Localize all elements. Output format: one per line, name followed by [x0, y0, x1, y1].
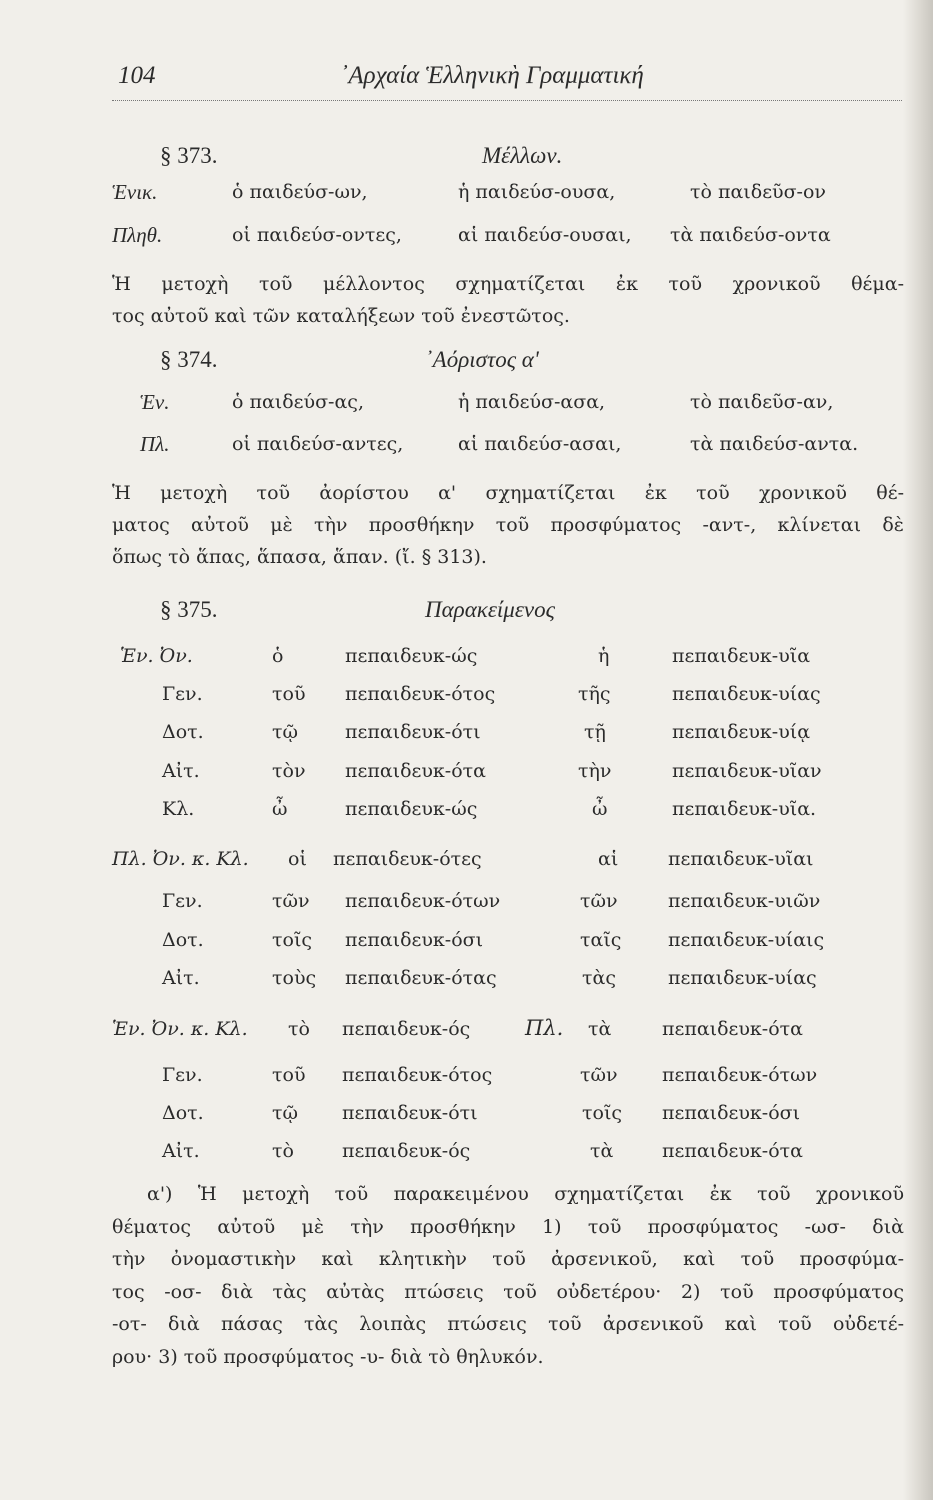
- s374-row1-masc: ὁ παιδεύσ-ας,: [232, 391, 364, 413]
- paragraph-line: Ἡ μετοχὴ τοῦ ἀορίστου α' σχηματίζεται ἐκ τοῦ χρονικοῦ θέ-: [112, 482, 904, 504]
- header-rule: [112, 100, 902, 101]
- s375-plur-form-f: πεπαιδευκ-υίαις: [668, 929, 825, 951]
- s375-neut-label: Αἰτ.: [162, 1140, 200, 1162]
- s375-neut-label: Ἑν. Ὀν. κ. Κλ.: [112, 1018, 248, 1040]
- section-374-title: ᾿Αόριστος α': [425, 347, 539, 372]
- running-title: ᾿Αρχαία Ἑλληνικὴ Γραμματική: [340, 62, 644, 89]
- s375-plur-label: Γεν.: [162, 890, 203, 912]
- paragraph-line: τὴν ὀνομαστικὴν καὶ κλητικὴν τοῦ ἀρσενικοῦ, καὶ τοῦ προσφύμα-: [112, 1248, 904, 1270]
- s375-neut-form-sg: πεπαιδευκ-ός: [342, 1018, 471, 1040]
- s375-plur-form-f: πεπαιδευκ-υιῶν: [668, 890, 821, 912]
- s375-plur-art-f: τὰς: [582, 967, 616, 989]
- s373-row1-label: Ἑνικ.: [112, 180, 158, 204]
- s375-neut-form-sg: πεπαιδευκ-ός: [342, 1140, 471, 1162]
- s375-plur-art-f: τῶν: [580, 890, 618, 912]
- page-number: 104: [118, 62, 156, 89]
- paragraph-line: Ἡ μετοχὴ τοῦ μέλλοντος σχηματίζεται ἐκ τοῦ χρονικοῦ θέμα-: [112, 273, 904, 295]
- paragraph-line: ὅπως τὸ ἅπας, ἅπασα, ἅπαν. (ἴ. § 313).: [112, 546, 487, 568]
- s375-neut-label: Γεν.: [162, 1064, 203, 1086]
- s373-row2-neut: τὰ παιδεύσ-οντα: [670, 224, 831, 246]
- s375-neut-plural-label: Πλ.: [525, 1016, 564, 1040]
- s374-paragraph: [112, 477, 904, 573]
- s375-sing-label: Γεν.: [162, 683, 203, 705]
- s375-sing-label: Ἑν. Ὀν.: [120, 645, 193, 667]
- s375-plur-art-f: αἱ: [598, 848, 619, 870]
- s375-plur-form-m: πεπαιδευκ-όσι: [345, 929, 484, 951]
- s374-row2-masc: οἱ παιδεύσ-αντες,: [232, 433, 404, 455]
- s373-row2-label: Πληθ.: [112, 223, 163, 247]
- s375-sing-form-m: πεπαιδευκ-ώς: [345, 645, 478, 667]
- s375-plur-art-m: τοῖς: [272, 929, 313, 951]
- s375-sing-form-f: πεπαιδευκ-υῖα.: [672, 798, 817, 820]
- s375-sing-form-m: πεπαιδευκ-ότα: [345, 760, 487, 782]
- s375-neut-art-pl: τὰ: [588, 1018, 612, 1040]
- s375-sing-art-f: τῇ: [584, 721, 606, 743]
- s375-neut-art-pl: τὰ: [590, 1140, 614, 1162]
- s375-sing-form-m: πεπαιδευκ-ότι: [345, 721, 481, 743]
- paragraph-line: α') Ἡ μετοχὴ τοῦ παρακειμένου σχηματίζεται ἐκ τοῦ χρονικοῦ: [147, 1183, 904, 1205]
- s375-sing-art-m: τοῦ: [272, 683, 306, 705]
- s375-paragraph: [112, 1178, 904, 1373]
- s375-neut-art-pl: τοῖς: [582, 1102, 623, 1124]
- s375-sing-art-f: ἡ: [598, 645, 610, 667]
- s375-sing-art-f: τῆς: [578, 683, 611, 705]
- paragraph-line: θέματος αὐτοῦ μὲ τὴν προσθήκην 1) τοῦ προσφύματος -ωσ- διὰ: [112, 1215, 904, 1238]
- s375-sing-label: Κλ.: [162, 798, 195, 820]
- s375-sing-art-m: τὸν: [272, 760, 306, 782]
- s375-sing-art-m: ὁ: [272, 645, 284, 667]
- s375-plur-form-m: πεπαιδευκ-ότες: [333, 848, 482, 870]
- s375-neut-form-pl: πεπαιδευκ-ότων: [662, 1064, 818, 1086]
- s373-row1-fem: ἡ παιδεύσ-ουσα,: [458, 181, 616, 203]
- book-spine-shadow: [903, 0, 933, 1500]
- s374-row2-fem: αἱ παιδεύσ-ασαι,: [458, 433, 622, 455]
- s375-sing-form-f: πεπαιδευκ-υῖα: [672, 645, 811, 667]
- s373-row2-fem: αἱ παιδεύσ-ουσαι,: [458, 224, 632, 246]
- paragraph-line: τος -οσ- διὰ τὰς αὐτὰς πτώσεις τοῦ οὐδετέρου· 2) τοῦ προσφύματος: [112, 1280, 904, 1303]
- s375-plur-art-m: τῶν: [272, 890, 310, 912]
- s375-neut-form-pl: πεπαιδευκ-ότα: [662, 1140, 804, 1162]
- section-375-number: § 375.: [160, 597, 218, 622]
- s375-neut-art-sg: τὸ: [272, 1140, 294, 1162]
- paragraph-line: -οτ- διὰ πάσας τὰς λοιπὰς πτώσεις τοῦ ἀρσενικοῦ καὶ τοῦ οὐδετέ-: [112, 1313, 904, 1335]
- s373-row1-masc: ὁ παιδεύσ-ων,: [232, 181, 368, 203]
- s375-neut-form-sg: πεπαιδευκ-ότος: [342, 1064, 493, 1086]
- s375-neut-form-pl: πεπαιδευκ-όσι: [662, 1102, 801, 1124]
- s375-sing-form-f: πεπαιδευκ-υίας: [672, 683, 821, 705]
- s375-plur-label: Αἰτ.: [162, 967, 200, 989]
- s375-plur-art-m: τοὺς: [272, 967, 317, 989]
- s374-row1-label: Ἑν.: [140, 390, 170, 414]
- s375-sing-art-f: τὴν: [578, 760, 612, 782]
- section-373-title: Μέλλων.: [482, 143, 563, 168]
- section-374-number: § 374.: [160, 347, 218, 372]
- s373-row1-neut: τὸ παιδεῦσ-ον: [690, 181, 826, 203]
- s375-neut-art-sg: τοῦ: [272, 1064, 306, 1086]
- s375-sing-art-f: ὦ: [592, 798, 608, 820]
- s374-row1-fem: ἡ παιδεύσ-ασα,: [458, 391, 606, 413]
- s375-plur-art-m: οἱ: [288, 848, 307, 870]
- s375-neut-art-sg: τῷ: [272, 1102, 299, 1124]
- s375-sing-form-f: πεπαιδευκ-υίᾳ: [672, 721, 811, 743]
- s375-plur-label: Πλ. Ὀν. κ. Κλ.: [112, 848, 249, 870]
- section-375-title: Παρακείμενος: [425, 597, 555, 622]
- s375-plur-art-f: ταῖς: [580, 929, 622, 951]
- s375-neut-form-pl: πεπαιδευκ-ότα: [662, 1018, 804, 1040]
- s375-sing-art-m: ὦ: [272, 798, 288, 820]
- s375-sing-form-m: πεπαιδευκ-ότος: [345, 683, 496, 705]
- s375-neut-art-sg: τὸ: [288, 1018, 310, 1040]
- s374-row1-neut: τὸ παιδεῦσ-αν,: [690, 391, 834, 413]
- s375-plur-label: Δοτ.: [162, 929, 204, 951]
- s374-row2-neut: τὰ παιδεύσ-αντα.: [690, 433, 859, 455]
- s375-sing-form-m: πεπαιδευκ-ώς: [345, 798, 478, 820]
- s375-neut-art-pl: τῶν: [580, 1064, 618, 1086]
- s373-paragraph: [112, 268, 904, 332]
- paragraph-line: τος αὐτοῦ καὶ τῶν καταλήξεων τοῦ ἐνεστῶτος.: [112, 305, 570, 327]
- s375-neut-form-sg: πεπαιδευκ-ότι: [342, 1102, 478, 1124]
- s375-sing-art-m: τῷ: [272, 721, 299, 743]
- s375-plur-form-m: πεπαιδευκ-ότων: [345, 890, 501, 912]
- section-373-number: § 373.: [160, 143, 218, 168]
- paragraph-line: ρου· 3) τοῦ προσφύματος -υ- διὰ τὸ θηλυκόν.: [112, 1345, 544, 1368]
- s375-neut-label: Δοτ.: [162, 1102, 204, 1124]
- s374-row2-label: Πλ.: [140, 432, 170, 456]
- s375-sing-form-f: πεπαιδευκ-υῖαν: [672, 760, 822, 782]
- s375-sing-label: Αἰτ.: [162, 760, 200, 782]
- paragraph-line: ματος αὐτοῦ μὲ τὴν προσθήκην τοῦ προσφύματος -αντ-, κλίνεται δὲ: [112, 514, 904, 536]
- s375-plur-form-f: πεπαιδευκ-υίας: [668, 967, 817, 989]
- s375-plur-form-f: πεπαιδευκ-υῖαι: [668, 848, 814, 870]
- s375-sing-label: Δοτ.: [162, 721, 204, 743]
- s375-plur-form-m: πεπαιδευκ-ότας: [345, 967, 497, 989]
- s373-row2-masc: οἱ παιδεύσ-οντες,: [232, 224, 402, 246]
